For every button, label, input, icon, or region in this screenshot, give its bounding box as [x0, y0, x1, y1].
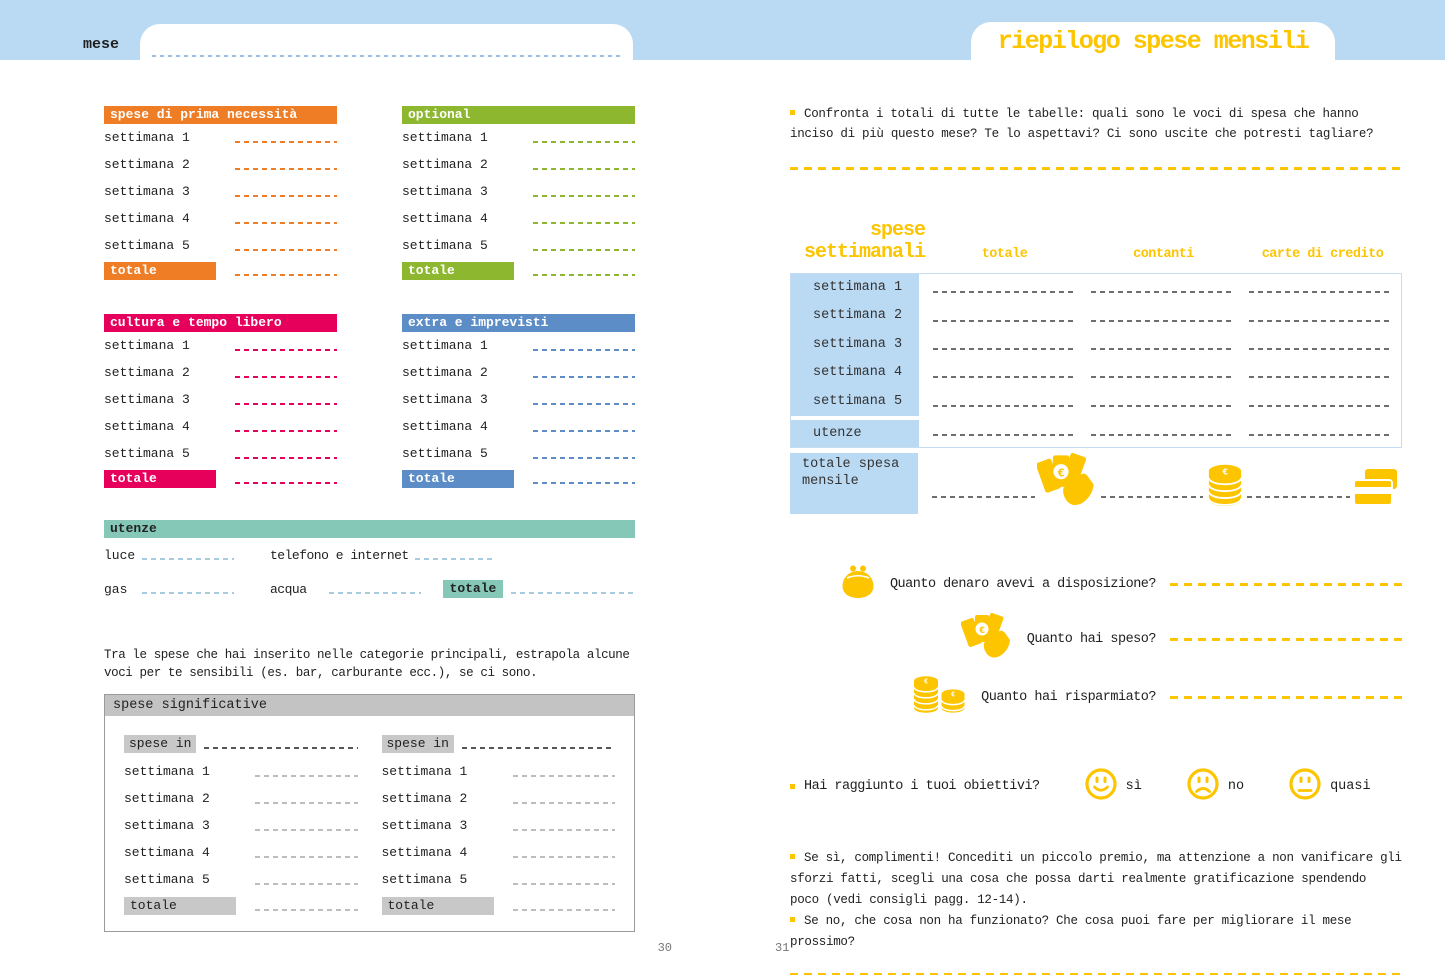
goals-row: [790, 767, 1402, 806]
value-line[interactable]: [1091, 291, 1233, 293]
table-row: settimana 2: [104, 359, 337, 386]
table-row: settimana 4: [402, 413, 635, 440]
table-row: settimana 3: [104, 178, 337, 205]
table-row: [933, 331, 1391, 359]
table-row: settimana 5: [124, 866, 358, 893]
spese-in-row: spese in: [382, 730, 616, 758]
table-total-row: totale: [124, 893, 358, 919]
value-line[interactable]: [1101, 496, 1204, 498]
value-line[interactable]: [1249, 320, 1391, 322]
utenze-header: utenze: [104, 520, 635, 538]
value-line[interactable]: [255, 909, 358, 911]
banknotes-icon: [961, 613, 1015, 666]
goal-option-quasi[interactable]: [1288, 767, 1371, 806]
value-line[interactable]: [513, 883, 616, 885]
goal-option-label: sì: [1125, 778, 1142, 794]
table-row: settimana 3: [382, 812, 616, 839]
bullet-icon: [790, 110, 795, 115]
table-spese-prima-necessita: [104, 106, 337, 283]
coin-stacks-icon: [911, 674, 969, 721]
table-row: settimana 4: [124, 839, 358, 866]
table-row: settimana 1: [402, 332, 635, 359]
table-row: settimana 4: [382, 839, 616, 866]
month-input-line[interactable]: [152, 55, 621, 57]
value-line[interactable]: [1091, 405, 1233, 407]
column-header-totale: totale: [981, 247, 1028, 262]
weekly-summary-table: [790, 220, 1402, 514]
happy-face-icon: [1084, 767, 1118, 806]
table-row: settimana 5: [104, 440, 337, 467]
table-header: extra e imprevisti: [402, 314, 635, 332]
table-total-row: totale: [104, 467, 337, 491]
value-line[interactable]: [235, 274, 337, 276]
value-line[interactable]: [513, 775, 616, 777]
goals-question: Hai raggiunto i tuoi obiettivi?: [804, 778, 1040, 794]
goal-option-si[interactable]: [1084, 767, 1142, 806]
answer-line[interactable]: [1170, 696, 1402, 699]
utenze-label-block: utenze: [791, 420, 919, 447]
value-line[interactable]: [255, 883, 358, 885]
question-text: Quanto denaro avevi a disposizione?: [889, 576, 1156, 592]
value-line[interactable]: [235, 141, 337, 143]
significative-header: spese significative: [105, 695, 634, 716]
goal-option-label: quasi: [1330, 778, 1371, 794]
value-line[interactable]: [513, 856, 616, 858]
table-header: optional: [402, 106, 635, 124]
coin-stack-icon: [1205, 463, 1245, 514]
table-utenze: [104, 520, 635, 606]
table-cultura-tempo-libero: [104, 314, 337, 491]
intro-paragraph: Confronta i totali di tutte le tabelle: quali sono le voci di spesa che hanno inciso di più questo mese? Te lo aspettavi? Ci sono uscite che potresti tagliare?: [790, 107, 1374, 141]
table-total-row: totale: [402, 467, 635, 491]
question-row: [790, 674, 1402, 721]
svg-text:€: €: [924, 678, 929, 687]
table-optional: [402, 106, 635, 283]
table-total-row: totale: [382, 893, 616, 919]
question-row: [790, 564, 1402, 605]
weekly-value-rows: [919, 274, 1401, 447]
table-row: settimana 3: [402, 386, 635, 413]
goal-option-no[interactable]: [1186, 767, 1244, 806]
value-line[interactable]: [933, 376, 1075, 378]
value-line[interactable]: [1091, 348, 1233, 350]
value-line[interactable]: [533, 349, 635, 351]
table-row: settimana 4: [104, 205, 337, 232]
month-tab: [140, 24, 633, 60]
value-line[interactable]: [1249, 434, 1391, 436]
monthly-total-label: totale spesa mensile: [790, 453, 918, 514]
credit-card-icon: [1352, 467, 1400, 514]
significative-column: [382, 730, 616, 919]
advice-section: [790, 848, 1402, 953]
value-line[interactable]: [933, 291, 1075, 293]
table-row: settimana 5: [402, 440, 635, 467]
table-header: cultura e tempo libero: [104, 314, 337, 332]
page-right: [723, 60, 1445, 975]
utenze-row: [104, 572, 635, 606]
value-line[interactable]: [329, 592, 421, 594]
value-line[interactable]: [1249, 291, 1391, 293]
page-left: [0, 60, 722, 975]
value-line[interactable]: [533, 403, 635, 405]
value-line[interactable]: [533, 376, 635, 378]
banknotes-icon: [1037, 453, 1099, 514]
value-line[interactable]: [933, 405, 1075, 407]
value-line[interactable]: [235, 376, 337, 378]
weekly-table-header: [790, 220, 1402, 264]
value-line[interactable]: [533, 249, 635, 251]
bullet-icon: [790, 854, 795, 859]
table-row: settimana 2: [124, 785, 358, 812]
svg-text:€: €: [978, 625, 985, 637]
value-line[interactable]: [415, 558, 495, 560]
value-line[interactable]: [511, 592, 635, 594]
value-line[interactable]: [235, 430, 337, 432]
value-line[interactable]: [255, 802, 358, 804]
table-row: settimana 4: [402, 205, 635, 232]
goal-option-label: no: [1227, 778, 1245, 794]
sad-face-icon: [1186, 767, 1220, 806]
svg-text:€: €: [1057, 466, 1065, 481]
value-line[interactable]: [255, 829, 358, 831]
value-line[interactable]: [142, 592, 234, 594]
value-line[interactable]: [235, 222, 337, 224]
value-line[interactable]: [235, 349, 337, 351]
table-total-row: totale: [104, 259, 337, 283]
value-line[interactable]: [533, 141, 635, 143]
category-tables: [104, 106, 635, 491]
utenze-row: [104, 538, 635, 572]
table-row: [933, 359, 1391, 387]
table-row: settimana 1: [402, 124, 635, 151]
table-row: settimana 5: [402, 232, 635, 259]
purse-icon: [838, 564, 878, 605]
neutral-face-icon: [1288, 767, 1322, 806]
value-line[interactable]: [533, 457, 635, 459]
value-line[interactable]: [933, 320, 1075, 322]
spese-in-row: spese in: [124, 730, 358, 758]
value-line[interactable]: [533, 274, 635, 276]
value-line[interactable]: [235, 403, 337, 405]
column-header-carte: carte di credito: [1261, 247, 1384, 262]
question-row: [790, 613, 1402, 666]
page-number-right: 31: [775, 941, 790, 955]
value-line[interactable]: [1249, 376, 1391, 378]
table-header: spese di prima necessità: [104, 106, 337, 124]
bullet-icon: [790, 917, 795, 922]
table-row: settimana 2: [382, 785, 616, 812]
table-row: settimana 5: [104, 232, 337, 259]
page-title: riepilogo spese mensili: [997, 27, 1309, 56]
value-line[interactable]: [204, 747, 357, 749]
bullet-icon: [790, 784, 795, 789]
table-row: settimana 1: [382, 758, 616, 785]
value-line[interactable]: [235, 482, 337, 484]
table-row: settimana 1: [104, 332, 337, 359]
weekly-row-labels: [791, 274, 919, 447]
value-line[interactable]: [235, 249, 337, 251]
monthly-total-row: [790, 453, 1402, 514]
table-spese-significative: [104, 694, 635, 932]
value-line[interactable]: [1247, 496, 1350, 498]
answer-line[interactable]: [1170, 583, 1402, 586]
table-row: settimana 3: [104, 386, 337, 413]
value-line[interactable]: [1249, 348, 1391, 350]
value-line[interactable]: [533, 482, 635, 484]
value-line[interactable]: [513, 829, 616, 831]
advice-yes-paragraph: Se sì, complimenti! Concediti un piccolo premio, ma attenzione a non vanificare gli sforzi fatti, scegli una cosa che possa darti realmente gratificazione spendendo poco (vedi consigli pagg. 12-14).: [790, 850, 1402, 907]
table-row: settimana 3: [402, 178, 635, 205]
title-tab: [971, 22, 1335, 60]
mese-label: mese: [83, 36, 120, 53]
page-number-left: 30: [657, 941, 672, 955]
value-line[interactable]: [255, 775, 358, 777]
utenze-field-label: luce: [104, 547, 136, 563]
utenze-total-chip: totale: [443, 580, 504, 598]
value-line[interactable]: [235, 168, 337, 170]
table-row: settimana 1: [124, 758, 358, 785]
value-line[interactable]: [513, 802, 616, 804]
table-row: [933, 388, 1391, 416]
value-line[interactable]: [533, 222, 635, 224]
questions-section: [790, 564, 1402, 721]
table-row-utenze: [933, 416, 1391, 446]
value-line[interactable]: [533, 168, 635, 170]
table-total-row: totale: [402, 259, 635, 283]
significative-column: [124, 730, 358, 919]
answer-line[interactable]: [790, 167, 1402, 170]
value-line[interactable]: [235, 457, 337, 459]
value-line[interactable]: [142, 558, 234, 560]
value-line[interactable]: [1091, 376, 1233, 378]
value-line[interactable]: [235, 195, 337, 197]
table-row: [933, 302, 1391, 330]
value-line[interactable]: [1091, 434, 1233, 436]
table-row: settimana 2: [104, 151, 337, 178]
table-extra-imprevisti: [402, 314, 635, 491]
svg-text:€: €: [1222, 466, 1229, 478]
monthly-total-line: [918, 453, 1402, 514]
weekly-table-title: spese settimanali: [803, 219, 925, 264]
question-text: Quanto hai speso?: [1026, 631, 1156, 647]
weeks-label-block: settimana 1 settimana 2 settimana 3 settimana 4 settimana 5: [791, 274, 919, 416]
note-paragraph: Tra le spese che hai inserito nelle categorie principali, estrapola alcune voci per te sensibili (es. bar, carburante ecc.), se ci sono.: [104, 648, 630, 680]
value-line[interactable]: [513, 909, 616, 911]
table-row: settimana 3: [124, 812, 358, 839]
top-band: [0, 0, 1445, 60]
table-row: settimana 2: [402, 151, 635, 178]
value-line[interactable]: [533, 195, 635, 197]
utenze-field-label: gas: [104, 581, 128, 597]
value-line[interactable]: [932, 496, 1035, 498]
value-line[interactable]: [1091, 320, 1233, 322]
question-text: Quanto hai risparmiato?: [981, 689, 1156, 705]
advice-no-paragraph: Se no, che cosa non ha funzionato? Che cosa puoi fare per migliorare il mese prossimo?: [790, 913, 1352, 949]
table-row: settimana 4: [104, 413, 337, 440]
value-line[interactable]: [1249, 405, 1391, 407]
table-row: settimana 1: [104, 124, 337, 151]
table-row: [933, 274, 1391, 302]
value-line[interactable]: [933, 348, 1075, 350]
column-header-contanti: contanti: [1133, 247, 1194, 262]
table-row: settimana 5: [382, 866, 616, 893]
table-row: settimana 2: [402, 359, 635, 386]
answer-line[interactable]: [1170, 638, 1402, 641]
value-line[interactable]: [533, 430, 635, 432]
value-line[interactable]: [933, 434, 1075, 436]
value-line[interactable]: [255, 856, 358, 858]
svg-text:€: €: [951, 691, 956, 700]
weekly-table-body: [790, 273, 1402, 448]
utenze-field-label: telefono e internet: [270, 547, 409, 563]
utenze-field-label: acqua: [270, 581, 307, 597]
value-line[interactable]: [462, 747, 615, 749]
